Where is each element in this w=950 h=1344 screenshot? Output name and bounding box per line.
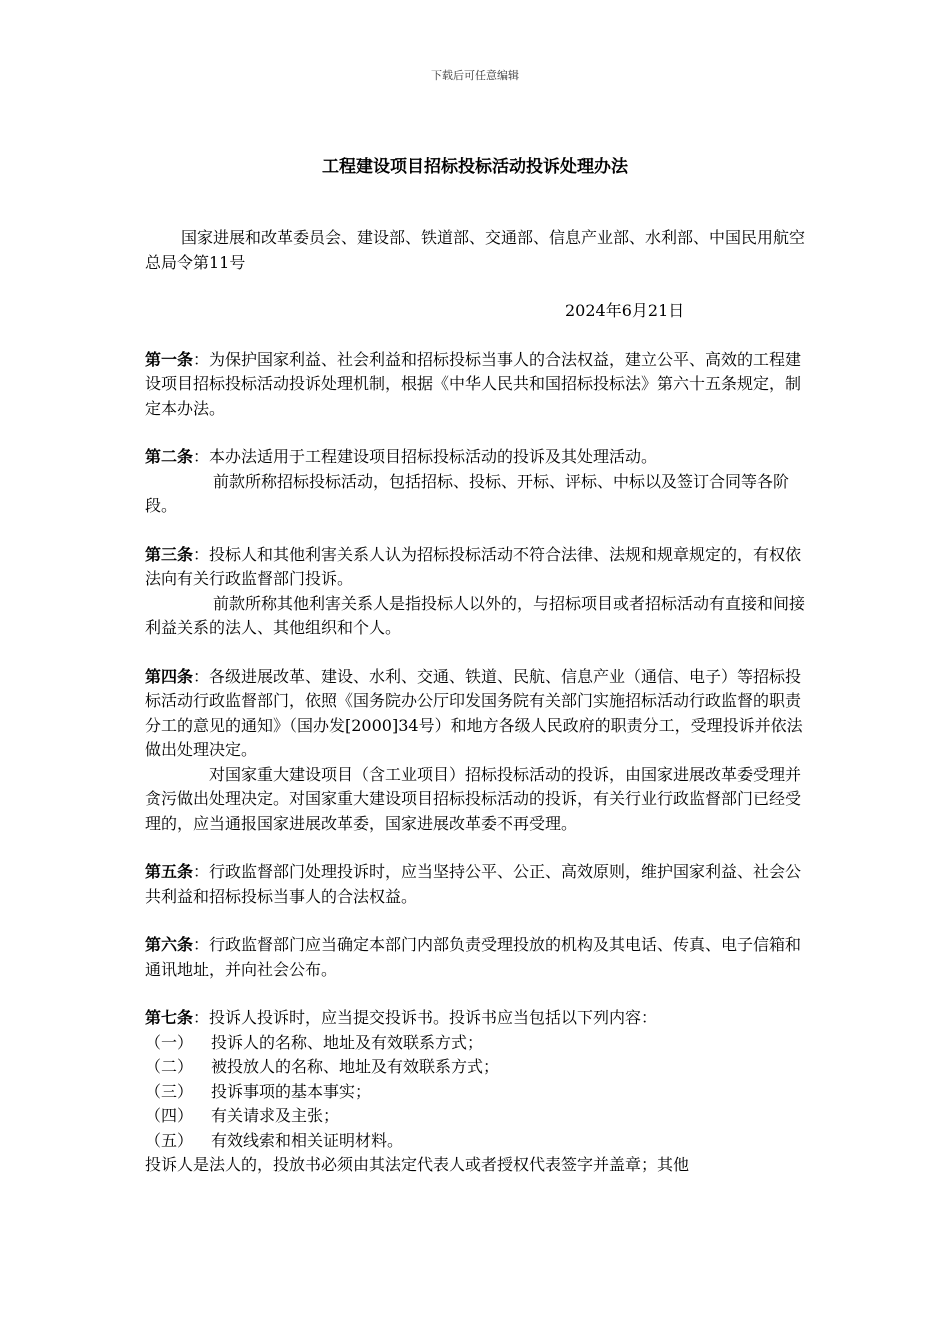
list-item xyxy=(145,1031,810,1056)
article-separator: ： xyxy=(193,1008,210,1027)
article-paragraph: 对国家重大建设项目（含工业项目）招标投标活动的投诉，由国家进展改革委受理并贪污做出处理决定。对国家重大建设项目招标投标活动的投诉，有关行业行政监督部门已经受理的，应当通报国家进展改革委，国家进展改革委不再受理。 xyxy=(145,764,802,833)
article-label: 第五条 xyxy=(145,862,194,881)
list-item-text: 有关请求及主张； xyxy=(211,1106,340,1125)
article-text: 投标人和其他利害关系人认为招标投标活动不符合法律、法规和规章规定的，有权依法向有关行政监督部门投诉。 xyxy=(145,544,802,588)
article-label: 第二条 xyxy=(145,447,194,466)
article-text: 为保护国家利益、社会利益和招标投标当事人的合法权益，建立公平、高效的工程建设项目招标投标活动投诉处理机制，根据《中华人民共和国招标投标法》第六十五条规定，制定本办法。 xyxy=(145,349,802,418)
article-2 xyxy=(145,445,810,519)
issue-date: 2024年6月21日 xyxy=(565,301,685,320)
list-item-number: （三） xyxy=(145,1081,194,1101)
page-header: 下载后可任意编辑 xyxy=(431,69,519,82)
article-paragraph: 前款所称招标投标活动，包括招标、投标、开标、评标、中标以及签订合同等各阶段。 xyxy=(145,471,790,515)
articles-container xyxy=(145,348,810,983)
article-separator: ： xyxy=(193,447,210,466)
issuer-line: 国家进展和改革委员会、建设部、铁道部、交通部、信息产业部、水利部、中国民用航空总局令第11号 xyxy=(145,228,806,272)
list-item-text: 有效线索和相关证明材料。 xyxy=(211,1130,404,1150)
article-text: 投诉人投诉时，应当提交投诉书。投诉书应当包括以下列内容： xyxy=(209,1008,658,1027)
article-label: 第七条 xyxy=(145,1008,194,1027)
list-item-number: （四） xyxy=(145,1106,194,1125)
article-text: 本办法适用于工程建设项目招标投标活动的投诉及其处理活动。 xyxy=(209,447,658,466)
article-7-items xyxy=(145,1031,810,1154)
article-separator: ： xyxy=(193,544,210,564)
list-item-number: （二） xyxy=(145,1057,194,1076)
article-4 xyxy=(145,665,810,837)
list-item-text: 投诉事项的基本事实； xyxy=(211,1081,372,1101)
document-body xyxy=(145,226,810,1178)
article-text: 各级进展改革、建设、水利、交通、铁道、民航、信息产业（通信、电子）等招标投标活动行政监督部门，依照《国务院办公厅印发国务院有关部门实施招标活动行政监督的职责分工的意见的通知》（国办发[2000]34号）和地方各级人民政府的职责分工，受理投诉并依法做出处理决定。 xyxy=(145,666,803,759)
article-separator: ： xyxy=(193,666,210,686)
list-item-text: 投诉人的名称、地址及有效联系方式； xyxy=(211,1032,484,1052)
article-5 xyxy=(145,860,810,909)
document-title: 工程建设项目招标投标活动投诉处理办法 xyxy=(322,157,628,177)
article-separator: ： xyxy=(193,935,210,954)
list-item xyxy=(145,1055,810,1080)
article-text: 行政监督部门应当确定本部门内部负责受理投放的机构及其电话、传真、电子信箱和通讯地址，并向社会公布。 xyxy=(145,935,802,979)
list-item xyxy=(145,1104,810,1129)
article-6 xyxy=(145,933,810,982)
article-label: 第三条 xyxy=(145,544,194,564)
list-item-number: （一） xyxy=(145,1032,194,1052)
article-7 xyxy=(145,1006,810,1178)
list-item-number: （五） xyxy=(145,1130,194,1150)
list-item xyxy=(145,1080,810,1105)
article-paragraph: 前款所称其他利害关系人是指投标人以外的，与招标项目或者招标活动有直接和间接利益关系的法人、其他组织和个人。 xyxy=(145,593,806,637)
article-separator: ： xyxy=(193,862,210,881)
article-7-tail: 投诉人是法人的，投放书必须由其法定代表人或者授权代表签字并盖章；其他 xyxy=(145,1155,690,1174)
list-item xyxy=(145,1129,810,1154)
article-label: 第一条 xyxy=(145,349,194,369)
list-item-text: 被投放人的名称、地址及有效联系方式； xyxy=(211,1057,500,1076)
article-label: 第六条 xyxy=(145,935,194,954)
article-3 xyxy=(145,543,810,641)
article-1 xyxy=(145,348,810,422)
article-text: 行政监督部门处理投诉时，应当坚持公平、公正、高效原则，维护国家利益、社会公共利益和招标投标当事人的合法权益。 xyxy=(145,862,802,906)
article-label: 第四条 xyxy=(145,666,194,686)
article-separator: ： xyxy=(193,349,210,369)
